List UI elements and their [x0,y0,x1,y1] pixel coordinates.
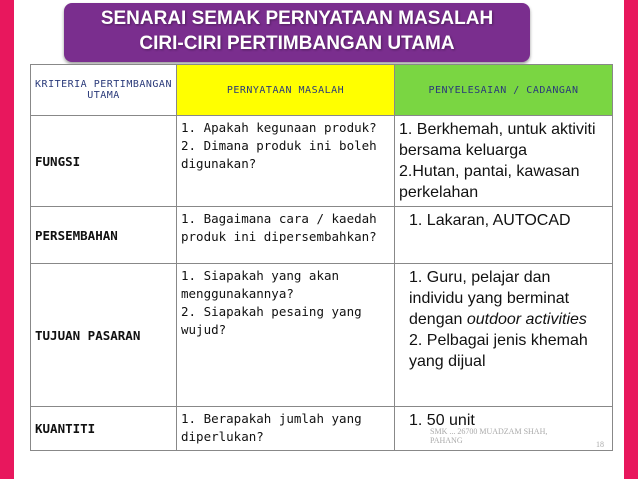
footer-school: SMK ... 26700 MUADZAM SHAH, PAHANG [430,427,548,445]
header-criteria: KRITERIA PERTIMBANGAN UTAMA [31,65,177,116]
solution-item: 1. Lakaran, AUTOCAD [409,212,571,229]
solution-item: 1. 50 unit [409,412,475,429]
table-row [31,207,613,264]
criteria-cell: PERSEMBAHAN [31,207,177,264]
statement-item: 2. Dimana produk ini boleh digunakan? [181,138,377,171]
statement-item: 1. Siapakah yang akan menggunakannya? [181,268,340,301]
solution-text: 1. Guru, pelajar dan individu yang berminat dengan [409,269,570,328]
table-row [31,264,613,407]
solution-cell [395,264,613,407]
title-line-1: SENARAI SEMAK PERNYATAAN MASALAH [100,8,494,29]
header-row [31,65,613,116]
solution-item [409,267,608,330]
criteria-cell: KUANTITI [31,407,177,451]
solution-cell [395,116,613,207]
statement-cell [177,116,395,207]
solution-item: 2.Hutan, pantai, kawasan perkelahan [399,163,580,201]
criteria-cell: TUJUAN PASARAN [31,264,177,407]
statement-cell [177,407,395,451]
header-solution: PENYELESAIAN / CADANGAN [395,65,613,116]
statement-item: 2. Siapakah pesaing yang wujud? [181,304,362,337]
footer-page-number: 18 [596,440,604,449]
criteria-cell: FUNGSI [31,116,177,207]
statement-item: 1. Berapakah jumlah yang diperlukan? [181,411,362,444]
statement-item: 1. Apakah kegunaan produk? [181,120,377,135]
title-banner [64,3,530,62]
solution-item: 2. Pelbagai jenis khemah yang dijual [409,332,588,370]
table-row [31,116,613,207]
solution-item: 1. Berkhemah, untuk aktiviti bersama keluarga [399,121,596,159]
header-statement: PERNYATAAN MASALAH [177,65,395,116]
solution-cell [395,207,613,264]
statement-cell [177,207,395,264]
solution-italic: outdoor activities [466,311,587,328]
statement-cell [177,264,395,407]
title-line-2: CIRI-CIRI PERTIMBANGAN UTAMA [139,33,455,54]
checklist-table [30,64,613,451]
statement-item: 1. Bagaimana cara / kaedah produk ini dipersembahkan? [181,211,377,244]
